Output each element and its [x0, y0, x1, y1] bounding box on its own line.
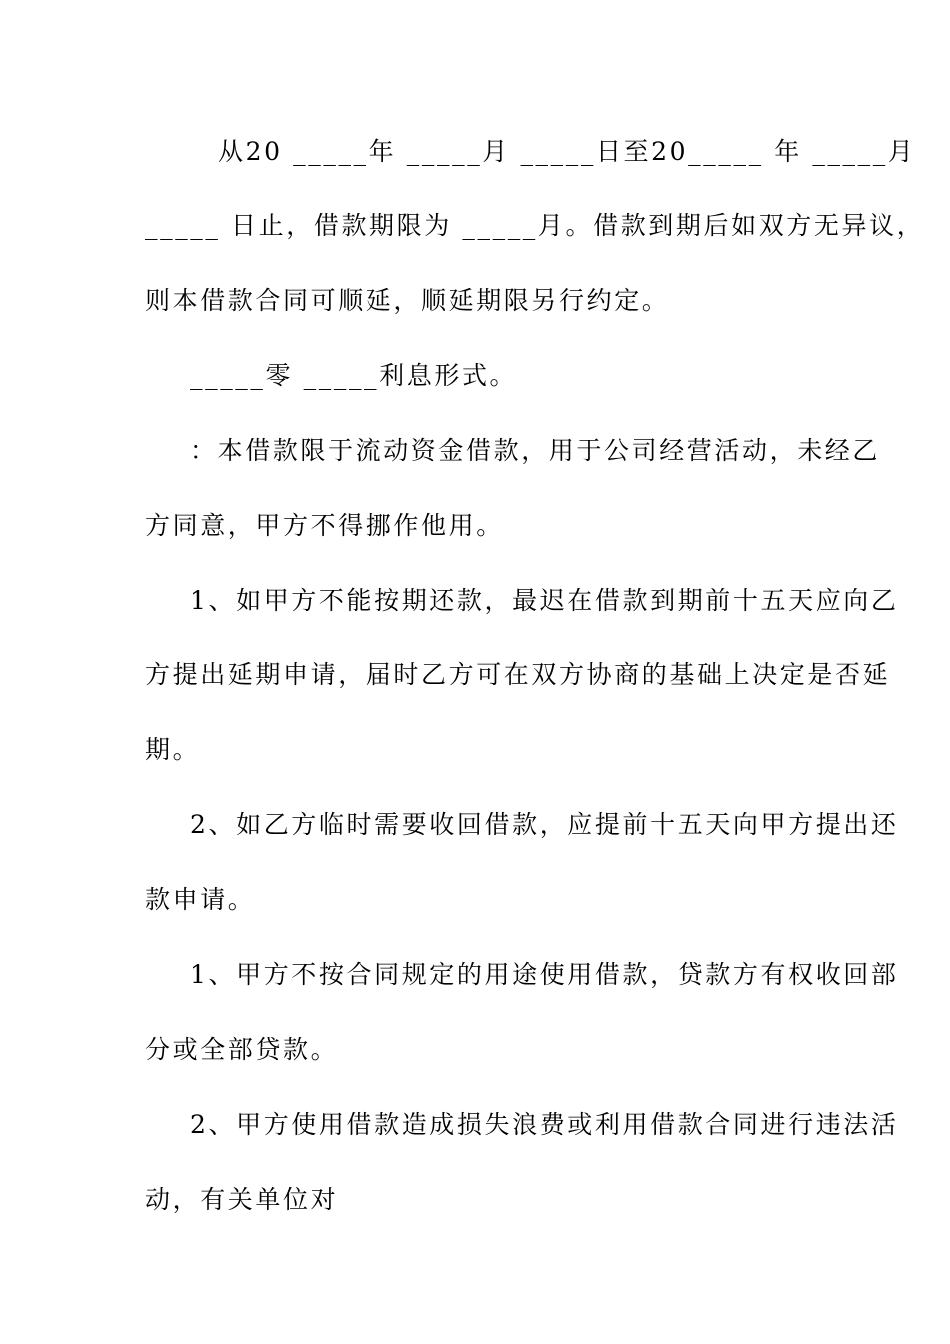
misuse-clause-line-1: 1、甲方不按合同规定的用途使用借款，贷款方有权收回部 [190, 960, 899, 989]
repayment-extension-line-3: 期。 [145, 735, 201, 764]
loan-extension-line: 则本借款合同可顺延，顺延期限另行约定。 [145, 286, 670, 315]
loan-purpose-line-2: 方同意，甲方不得挪作他用。 [145, 511, 504, 540]
violation-clause-line-1: 2、甲方使用借款造成损失浪费或利用借款合同进行违法活 [190, 1110, 899, 1139]
repayment-extension-line-1: 1、如甲方不能按期还款，最迟在借款到期前十五天应向乙 [190, 586, 899, 615]
loan-period-line-2: _____ 日止，借款期限为 _____月。借款到期后如双方无异议， [145, 211, 925, 240]
loan-period-line-1: 从20 _____年 _____月 _____日至20_____ 年 _____月 [218, 137, 916, 166]
loan-purpose-line-1: ：本借款限于流动资金借款，用于公司经营活动，未经乙 [190, 436, 881, 465]
repayment-extension-line-2: 方提出延期申请，届时乙方可在双方协商的基础上决定是否延 [145, 660, 891, 689]
violation-clause-line-2: 动，有关单位对 [145, 1185, 339, 1214]
interest-form-line: _____零 _____利息形式。 [190, 361, 518, 390]
early-recall-line-2: 款申请。 [145, 885, 256, 914]
early-recall-line-1: 2、如乙方临时需要收回借款，应提前十五天向甲方提出还 [190, 810, 899, 839]
misuse-clause-line-2: 分或全部贷款。 [145, 1035, 339, 1064]
